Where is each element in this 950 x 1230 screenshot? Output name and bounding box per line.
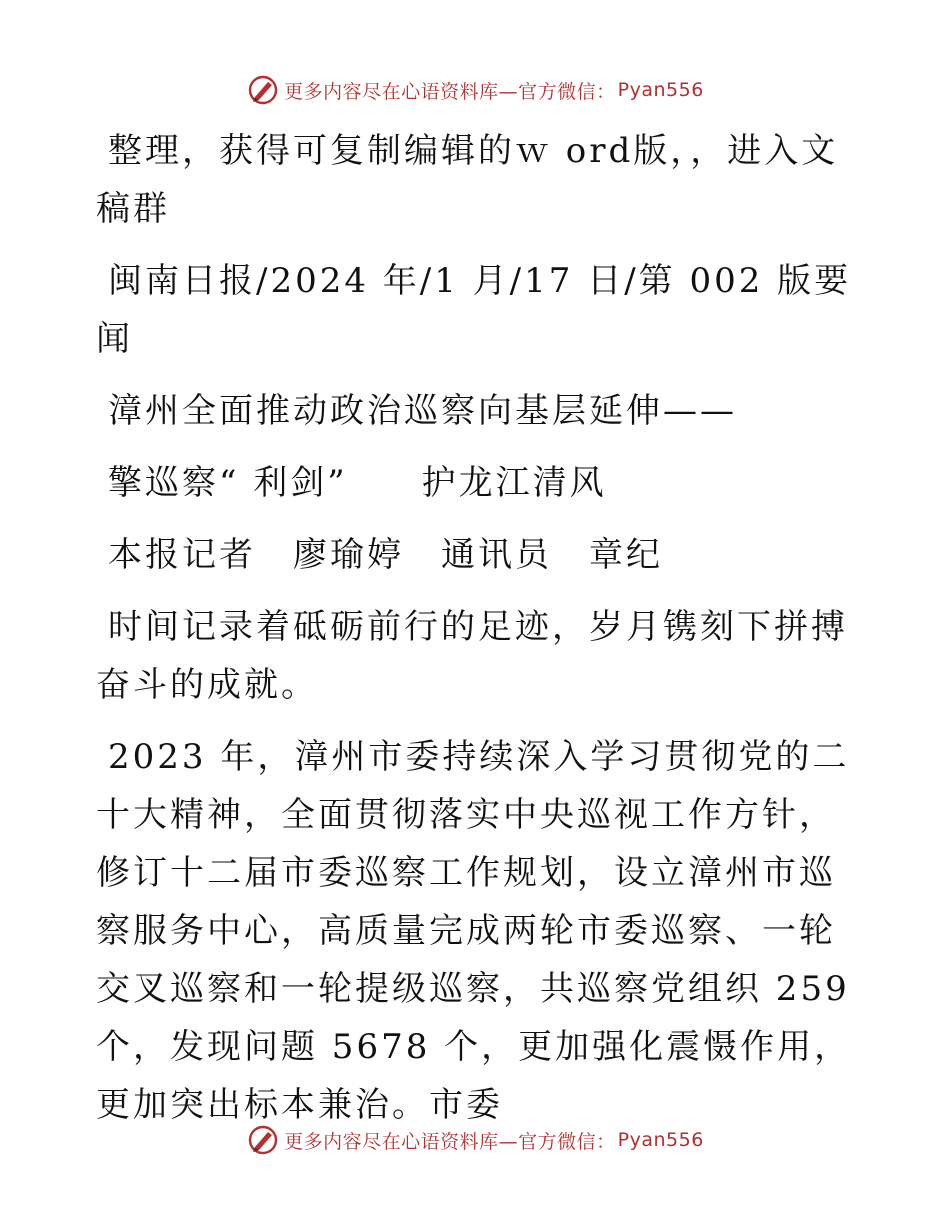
footer-watermark — [0, 1122, 950, 1158]
paragraph-lead: 时间记录着砥砺前行的足迹，岁月镌刻下拼搏奋斗的成就。 — [96, 607, 848, 705]
paragraph-byline: 本报记者 廖瑜婷 通讯员 章纪 — [108, 535, 663, 575]
watermark-contact: Pyan556 — [617, 1129, 704, 1151]
paragraph-source: 闽南日报/2024 年/1 月/17 日/第 002 版要闻 — [96, 261, 852, 359]
paragraph-intro: 整理，获得可复制编辑的ｗ ord版，，进入文稿群 — [96, 131, 839, 229]
paragraph-headline: 漳州全面推动政治巡察向基层延伸—— — [108, 391, 737, 431]
pen-logo-icon — [246, 1123, 280, 1157]
watermark-text: 更多内容尽在心语资料库—官方微信： — [284, 80, 616, 103]
watermark-contact: Pyan556 — [617, 79, 704, 101]
paragraph-subheadline: 擎巡察“ 利剑” 护龙江清风 — [108, 463, 607, 503]
header-watermark — [0, 72, 950, 108]
paragraph-body: 2023 年，漳州市委持续深入学习贯彻党的二十大精神，全面贯彻落实中央巡视工作方针，修订十二届市委巡察工作规划，设立漳州市巡察服务中心，高质量完成两轮市委巡察、一轮交叉巡察和一轮提级巡察，共巡察党组织 259 个，发现问题 5678 个，更加强化震慑作用，更加突出标本兼治。市委 — [96, 737, 852, 1125]
document-body — [96, 122, 856, 1134]
pen-logo-icon — [246, 73, 280, 107]
watermark-text: 更多内容尽在心语资料库—官方微信： — [284, 1130, 616, 1153]
